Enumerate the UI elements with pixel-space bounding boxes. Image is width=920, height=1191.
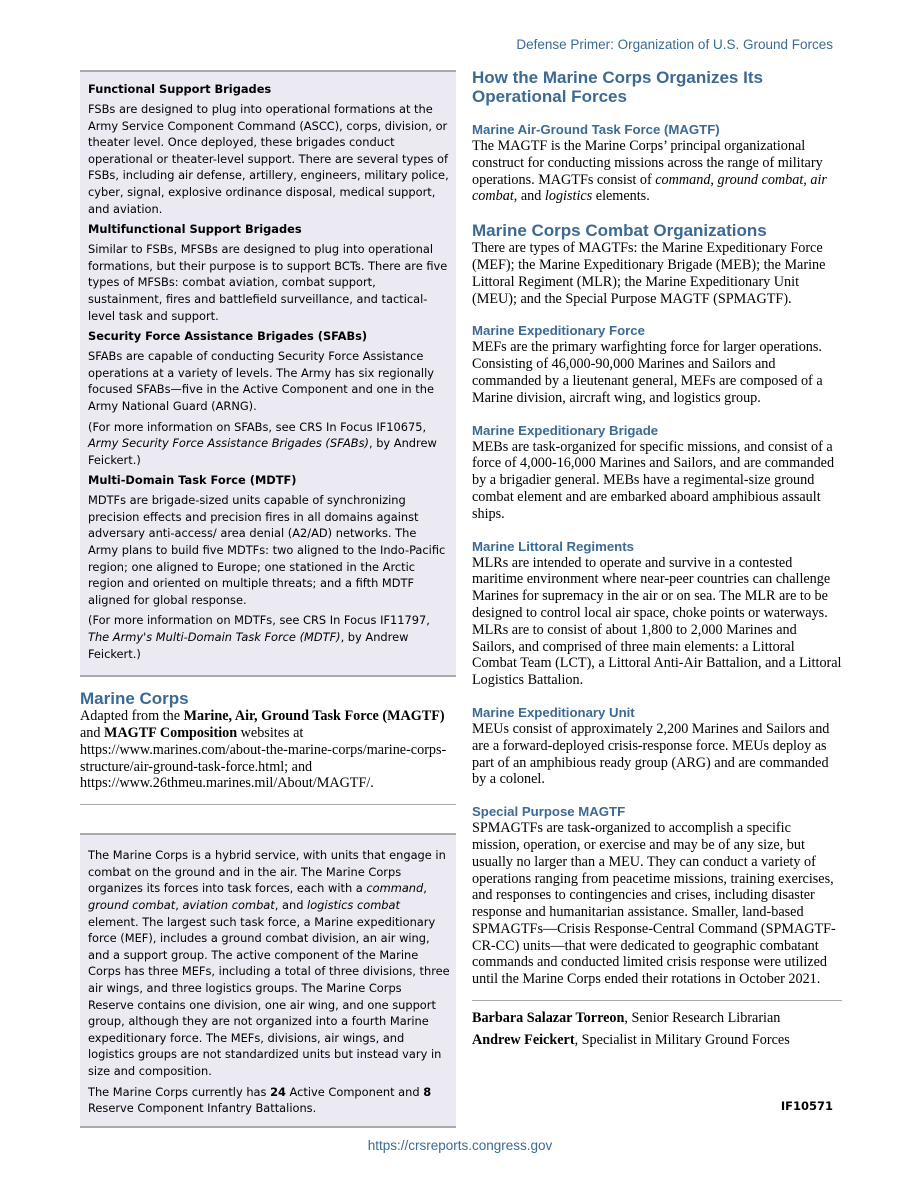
paragraph-spmagtf: SPMAGTFs are task-organized to accomplish a specific mission, operation, or exercise and may be of any size, but usually no larger than a MEU. They can conduct a variety of operations ranging from peacetime missions, training exercises, and responses to contingencies and crises, including disaster response and humanitarian assistance. Smaller, land-based SPMAGTFs—Crisis Response-Central Command (SPMAGTF-CR-CC) units—that were dedicated to geographic combatant commands and conducted limited crisis response were utilized until the Marine Corps ended their rotations in October 2021. bbox=[472, 820, 836, 988]
sidebar-heading: Multi-Domain Task Force (MDTF) bbox=[88, 473, 297, 488]
sidebar-paragraph: SFABs are capable of conducting Security Force Assistance operations at a variety of levels. The Army has six regionally focused SFABs—five in the Active Component and one in the Army National Guard (ARNG). bbox=[88, 349, 435, 413]
sidebar-paragraph: Similar to FSBs, MFSBs are designed to plug into operational formations, but their purpose is to support BCTs. There are five types of MFSBs: combat aviation, combat support, sustainment, fires and battlefield surveillance, and tactical-level task and support. bbox=[88, 242, 448, 323]
paragraph-meb: MEBs are task-organized for specific missions, and consist of a force of 4,000-16,000 Marines and Sailors, and are commanded by a brigadier general. MEBs have a regimental-size ground combat element and are embarked aboard amphibious assault ships. bbox=[472, 438, 835, 522]
report-title: The Army's Multi-Domain Task Force (MDTF) bbox=[88, 630, 341, 645]
sidebar-section-mdtf bbox=[88, 472, 450, 662]
sidebar-heading: Functional Support Brigades bbox=[88, 82, 272, 96]
footer-url-link[interactable]: https://crsreports.congress.gov bbox=[367, 1138, 553, 1153]
subheading-meb: Marine Expeditionary Brigade bbox=[472, 422, 659, 438]
sidebar-reference: (For more information on SFABs, see CRS In Focus IF10675, Army Security Force Assistance Brigades (SFABs), by Andrew Feickert.) bbox=[88, 419, 437, 467]
author-line: Barbara Salazar Torreon, Senior Research Librarian bbox=[472, 1010, 781, 1027]
sidebar-section-fsb bbox=[88, 81, 450, 217]
paragraph-mlr: MLRs are intended to operate and survive in a contested maritime environment where near-peer countries can challenge Marines for supremacy in the air or on sea. The MLR are to be designed to control local air space, choke points or waterways. MLRs are to consist of about 1,800 to 2,000 Marines and Sailors, and comprised of three main elements: a Littoral Combat Team (LCT), a Littoral Anti-Air Battalion, and a Littoral Logistics Battalion. bbox=[472, 554, 842, 689]
subheading-spmagtf: Special Purpose MAGTF bbox=[472, 804, 626, 820]
paragraph-combat-organizations: There are types of MAGTFs: the Marine Expeditionary Force (MEF); the Marine Expeditionary Brigade (MEB); the Marine Littoral Regiment (MLR); the Marine Expeditionary Unit (MEU); and the Special Purpose MAGTF (SPMAGTF). bbox=[472, 240, 826, 307]
sidebar-paragraph: The Marine Corps is a hybrid service, with units that engage in combat on the ground and in the air. The Marine Corps organizes its forces into task forces, each with a command, ground combat, aviation combat, and logistics combat element. The largest such task force, a Marine expeditionary force (MEF), includes a ground combat division, an air wing, and a support group. The active component of the Marine Corps has three MEFs, including a total of three divisions, three air wings, and three logistics groups. The Marine Corps Reserve contains one division, one air wing, and one support group, although they are not organized into a fourth Marine expeditionary force. The MEFs, divisions, air wings, and logistics groups are not standardized units but instead vary in size and composition. bbox=[88, 848, 450, 1078]
sidebar-section-sfab bbox=[88, 328, 450, 468]
running-header: Defense Primer: Organization of U.S. Ground Forces bbox=[516, 37, 833, 52]
adapted-from-note: Adapted from the Marine, Air, Ground Task Force (MAGTF) and MAGTF Composition websites at https://www.marines.com/about-the-marine-corps/marine-corps-structure/air-ground-task-force.html; and https://www.26thmeu.marines.mil/About/MAGTF/. bbox=[80, 708, 447, 792]
section-heading-marine-corps: Marine Corps bbox=[80, 689, 189, 709]
document-number: IF10571 bbox=[780, 1099, 833, 1113]
left-column bbox=[80, 70, 456, 1128]
paragraph-meu: MEUs consist of approximately 2,200 Marines and Sailors and are a forward-deployed crisis-response force. MEUs deploy as part of an amphibious ready group (ARG) and are commanded by a colonel. bbox=[472, 720, 830, 788]
sidebar-reference: (For more information on MDTFs, see CRS In Focus IF11797, The Army's Multi-Domain Task Force (MDTF), by Andrew Feickert.) bbox=[88, 613, 430, 661]
army-brigades-sidebar bbox=[80, 70, 456, 677]
right-column bbox=[472, 68, 842, 1053]
sidebar-paragraph: FSBs are designed to plug into operational formations at the Army Service Component Command (ASCC), corps, division, or theater level. Once deployed, these brigades conduct operational or theater-level support. There are several types of FSBs, including air defense, artillery, engineers, military police, cyber, signal, explosive ordinance disposal, medical support, and aviation. bbox=[88, 102, 449, 216]
sidebar-section-mfsb bbox=[88, 221, 450, 324]
sidebar-paragraph: MDTFs are brigade-sized units capable of synchronizing precision effects and precision fires in all domains against adversary anti-access/ area denial (A2/AD) networks. The Army plans to build five MDTFs: two aligned to the Indo-Pacific region; one aligned to Europe; one stationed in the Arctic region and oriented on multiple threats; and a fifth MDTF aligned for global response. bbox=[88, 493, 446, 607]
sidebar-heading: Multifunctional Support Brigades bbox=[88, 222, 302, 237]
subheading-mef: Marine Expeditionary Force bbox=[472, 323, 645, 339]
paragraph-mef: MEFs are the primary warfighting force for larger operations. Consisting of 46,000-90,000 Marines and Sailors and commanded by a lieutenant general, MEFs are composed of a Marine division, aircraft wing, and logistics group. bbox=[472, 339, 823, 406]
report-title: Army Security Force Assistance Brigades (SFABs) bbox=[88, 436, 369, 451]
subheading-meu: Marine Expeditionary Unit bbox=[472, 704, 635, 720]
subheading-mlr: Marine Littoral Regiments bbox=[472, 538, 634, 554]
sidebar-paragraph: The Marine Corps currently has 24 Active Component and 8 Reserve Component Infantry Battalions. bbox=[88, 1084, 432, 1116]
author-list bbox=[472, 1000, 842, 1050]
sidebar-heading: Security Force Assistance Brigades (SFABs) bbox=[88, 329, 368, 344]
subheading-magtf: Marine Air-Ground Task Force (MAGTF) bbox=[472, 122, 720, 137]
marine-corps-sidebar bbox=[80, 833, 456, 1128]
section-heading-combat-organizations: Marine Corps Combat Organizations bbox=[472, 221, 767, 241]
paragraph-magtf: The MAGTF is the Marine Corps’ principal organizational construct for conducting missions across the range of military operations. MAGTFs consist of command, ground combat, air combat, and logistics elements. bbox=[472, 138, 827, 205]
author-line: Andrew Feickert, Specialist in Military Ground Forces bbox=[472, 1032, 790, 1049]
section-heading-organizes: How the Marine Corps Organizes Its Operational Forces bbox=[472, 68, 763, 106]
